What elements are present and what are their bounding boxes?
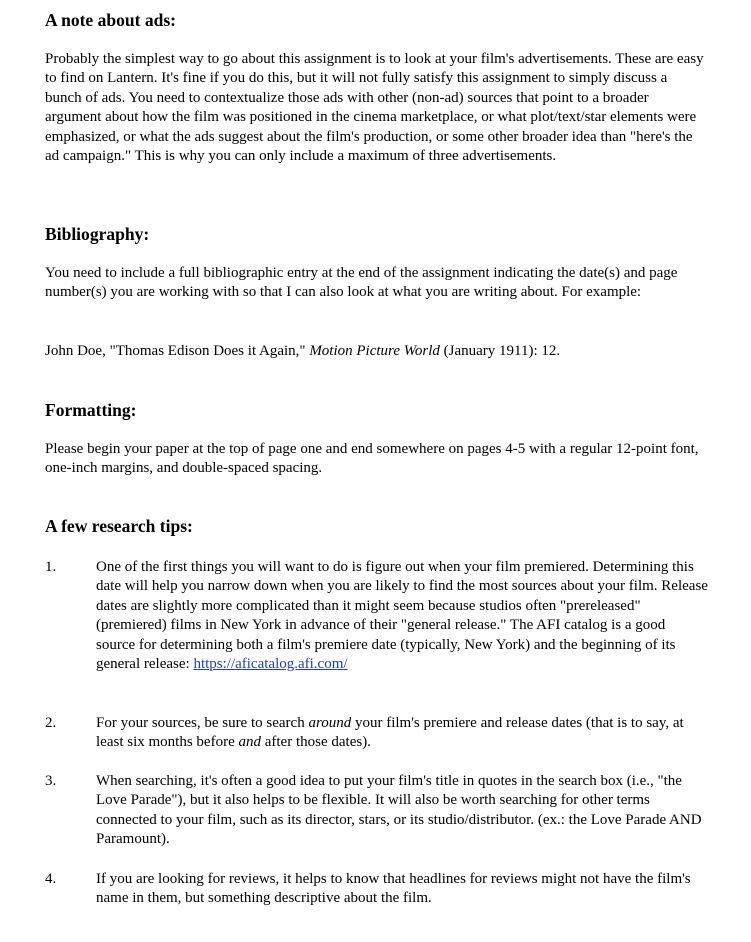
tip-1-number: 1. xyxy=(45,559,57,575)
tip-2-emphasis-around: around xyxy=(308,715,352,731)
ads-paragraph: Probably the simplest way to go about this assignment is to look at your film's advertisements. These are easy to find on Lantern. It's fine if you do this, but it will not fully satisfy this assignment to simply discuss a bunch of ads. You need to contextualize those ads with other (non-ad) sources that point to a broader argument about how the film was positioned in the cinema marketplace, or what plot/text/star elements were emphasized, or what the ads suggest about the film's production, or some other broader idea than "here's the ad campaign." This is why you can only include a maximum of three advertisements. xyxy=(45,51,704,165)
example-journal: Motion Picture World xyxy=(309,343,440,359)
tip-3-text: When searching, it's often a good idea to put your film's title in quotes in the search box (i.e., "the Love Parade"), but it also helps to be flexible. It will also be worth searching for other terms connected to your film, such as its director, stars, or its studio/distributor. (ex.: the Love Parade AND Paramount). xyxy=(96,773,702,848)
tip-2-number: 2. xyxy=(45,715,57,731)
tips-heading: A few research tips: xyxy=(45,516,193,536)
tip-1-text xyxy=(96,558,708,674)
example-date-page: (January 1911): 12. xyxy=(439,343,561,359)
tip-4-text: If you are looking for reviews, it helps to know that headlines for reviews might not have the film's name in them, but something descriptive about the film. xyxy=(96,871,691,907)
example-author-title: John Doe, "Thomas Edison Does it Again," xyxy=(45,343,310,359)
tip-2-part2: your film's premiere and release dates (that is to say, at least six months before xyxy=(96,715,684,751)
tip-2-part3: after those dates). xyxy=(260,734,371,751)
tip-2-part1: For your sources, be sure to search xyxy=(96,715,309,731)
tip-2-emphasis-and: and xyxy=(238,734,261,751)
afi-catalog-link[interactable]: https://aficatalog.afi.com/ xyxy=(193,656,348,673)
ads-heading: A note about ads: xyxy=(45,10,177,30)
bibliography-paragraph: You need to include a full bibliographic entry at the end of the assignment indicating the date(s) and page number(s) you are working with so that I can also look at what you are writing about. For example: xyxy=(45,265,678,301)
bibliography-heading: Bibliography: xyxy=(45,224,150,244)
formatting-paragraph: Please begin your paper at the top of page one and end somewhere on pages 4-5 with a regular 12-point font, one-inch margins, and double-spaced spacing. xyxy=(45,441,699,477)
tip-1-body: One of the first things you will want to do is figure out when your film premiered. Determining this date will help you narrow down when you are likely to find the most sources about your film. Release dates are slightly more complicated than it might seem because studios often "prereleased" (premiered) films in New York in advance of their "general release." The AFI catalog is a good source for determining both a film's premiere date (typically, New York) and the beginning of its general release: xyxy=(96,559,708,673)
tip-4-number: 4. xyxy=(45,871,57,887)
tip-2-text xyxy=(96,714,708,753)
bibliography-example xyxy=(45,342,705,361)
tip-3-number: 3. xyxy=(45,773,57,789)
formatting-heading: Formatting: xyxy=(45,400,137,420)
